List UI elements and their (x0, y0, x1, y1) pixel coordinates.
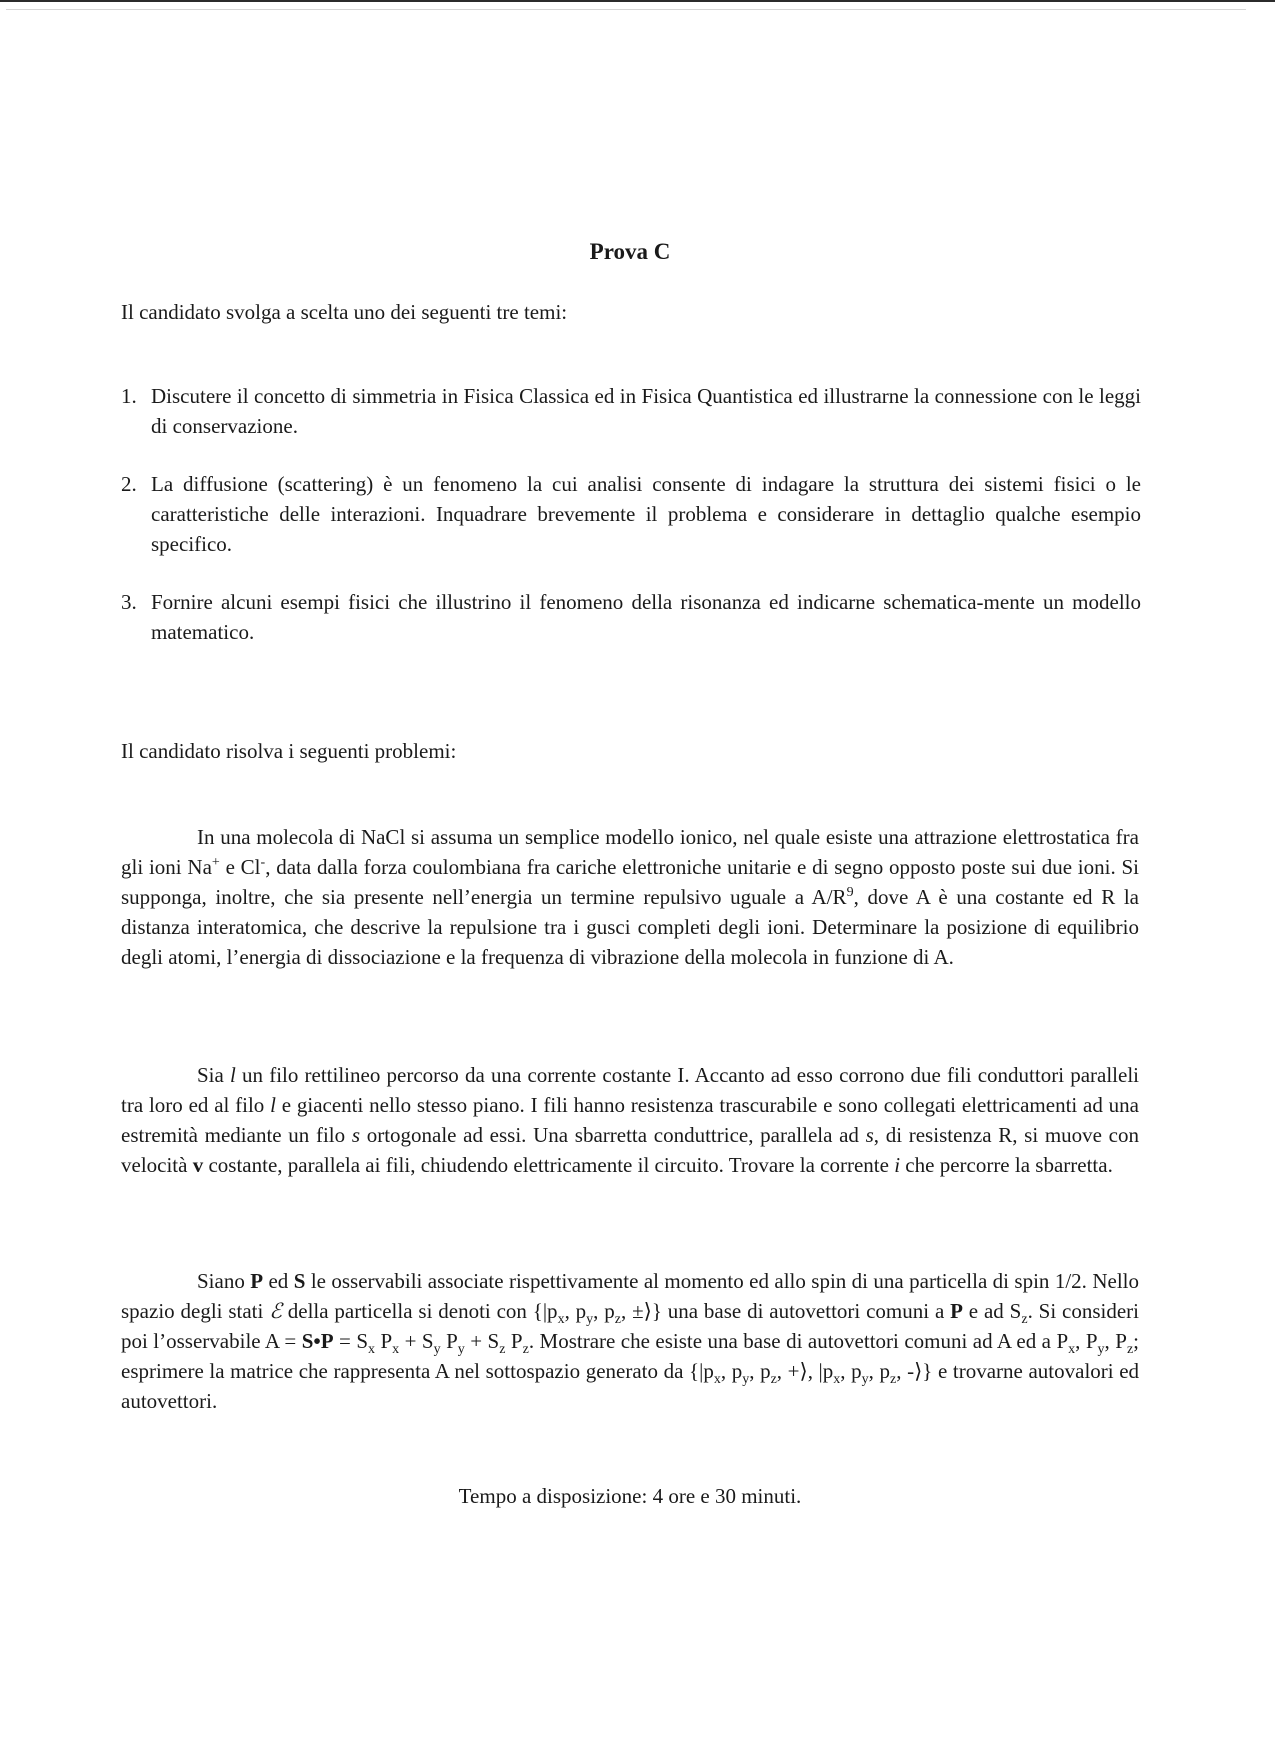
problem-nacl: In una molecola di NaCl si assuma un semplice modello ionico, nel quale esiste una attrazione elettrostatica fra gli ioni Na+ e Cl-, data dalla forza coulombiana fra cariche elettroniche unitarie e di segno opposto poste sui due ioni. Si supponga, inoltre, che sia presente nell’energia un termine repulsivo uguale a $A/R^9$, dove A è una costante ed R la distanza interatomica, che descrive la repulsione tra i gusci completi degli ioni. Determinare la posizione di equilibrio degli atomi, l’energia di dissociazione e la frequenza di vibrazione della molecola in funzione di A. (121, 825, 1140, 969)
time-allowed: Tempo a disposizione: 4 ore e 30 minuti. (458, 1484, 802, 1508)
section1-intro: Il candidato svolga a scelta uno dei seguenti tre temi: (121, 300, 568, 324)
topic-item (121, 587, 1141, 647)
topic-item (121, 469, 1141, 559)
page-title: Prova C (589, 239, 671, 264)
topics-list (121, 381, 1141, 675)
problem-spin: Siano P ed S le osservabili associate rispettivamente al momento ed allo spin di una particella di spin 1/2. Nello spazio degli stati ℰ della particella si denoti con {$|p_x$, $p_y$, $p_z$, ±⟩} una base di autovettori comuni a P e ad $S_z$. Si consideri poi l’osservabile A = S•P = $S_x$ $P_x + S_y$ $P_y + S_z$ $P_z$. Mostrare che esiste una base di autovettori comuni ad A ed a $P_x$, $P_y$, $P_z$; esprimere la matrice che rappresenta A nel sottospazio generato da {$|p_x$, $p_y$, $p_z$, +⟩, $|p_x$, $p_y$, $p_z$, -⟩} e trovarne autovalori ed autovettori. (121, 1269, 1140, 1413)
scan-faint-line (6, 9, 1246, 10)
topic-text: Fornire alcuni esempi fisici che illustrino il fenomeno della risonanza ed indicarne schematica-mente un modello matematico. (151, 590, 1141, 644)
topic-number: 1. (121, 384, 137, 408)
topic-text: Discutere il concetto di simmetria in Fisica Classica ed in Fisica Quantistica ed illustrarne la connessione con le leggi di conservazione. (151, 384, 1141, 438)
topic-number: 2. (121, 472, 137, 496)
section2-intro: Il candidato risolva i seguenti problemi: (121, 739, 457, 763)
topic-number: 3. (121, 590, 137, 614)
scan-edge-line (0, 0, 1275, 2)
problem-circuit: Sia l un filo rettilineo percorso da una corrente costante I. Accanto ad esso corrono due fili conduttori paralleli tra loro ed al filo l e giacenti nello stesso piano. I fili hanno resistenza trascurabile e sono collegati elettricamenti ad una estremità mediante un filo s ortogonale ad essi. Una sbarretta conduttrice, parallela ad s, di resistenza R, si muove con velocità v costante, parallela ai fili, chiudendo elettricamente il circuito. Trovare la corrente i che percorre la sbarretta. (121, 1063, 1139, 1177)
topic-text: La diffusione (scattering) è un fenomeno la cui analisi consente di indagare la struttura dei sistemi fisici o le caratteristiche delle interazioni. Inquadrare brevemente il problema e considerare in dettaglio qualche esempio specifico. (151, 472, 1141, 556)
topic-item (121, 381, 1141, 441)
